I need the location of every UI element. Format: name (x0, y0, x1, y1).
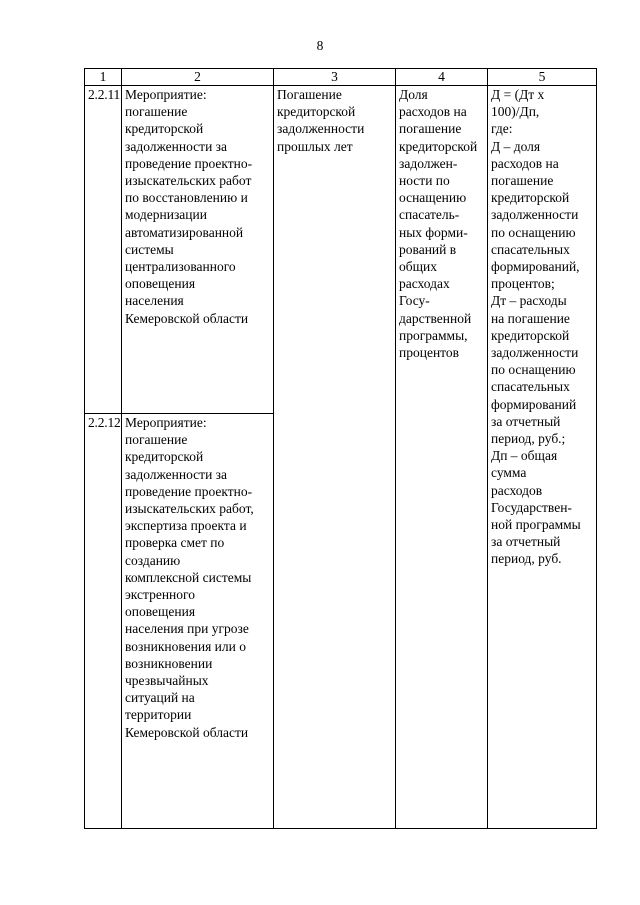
formula-cell: Д = (Дт х 100)/Дп, где: Д – доля расходов на погашение кредиторской задолженности по оснащению спасательных формирований, процентов; Дт – расходы на погашение кредиторской задолженности по оснащению спасательных формирований за отчетный период, руб.; Дп – общая сумма расходов Государствен- ной программы за отчетный период, руб. (488, 86, 597, 829)
indicator-name-cell: Погашение кредиторской задолженности прошлых лет (274, 86, 396, 829)
header-row (85, 69, 597, 86)
indicator-table (84, 68, 597, 829)
row-number: 2.2.12 (85, 414, 122, 829)
header-cell-3: 3 (274, 69, 396, 86)
header-cell-1: 1 (85, 69, 122, 86)
indicator-definition-cell: Доля расходов на погашение кредиторской задолжен- ности по оснащению спасатель- ных форми- рований в общих расходах Госу- дарственной программы, процентов (396, 86, 488, 829)
header-cell-2: 2 (122, 69, 274, 86)
row-number: 2.2.11 (85, 86, 122, 414)
header-cell-5: 5 (488, 69, 597, 86)
activity-cell: Мероприятие: погашение кредиторской задолженности за проведение проектно- изыскательских работ по восстановлению и модернизации автоматизированной системы централизованного оповещения населения Кемеровской области (122, 86, 274, 414)
page-number: 8 (316, 38, 324, 53)
table-row (85, 86, 597, 414)
activity-cell: Мероприятие: погашение кредиторской задолженности за проведение проектно- изыскательских работ, экспертиза проекта и проверка смет по созданию комплексной системы экстренного оповещения населения при угрозе возникновения или о возникновении чрезвычайных ситуаций на территории Кемеровской области (122, 414, 274, 829)
header-cell-4: 4 (396, 69, 488, 86)
